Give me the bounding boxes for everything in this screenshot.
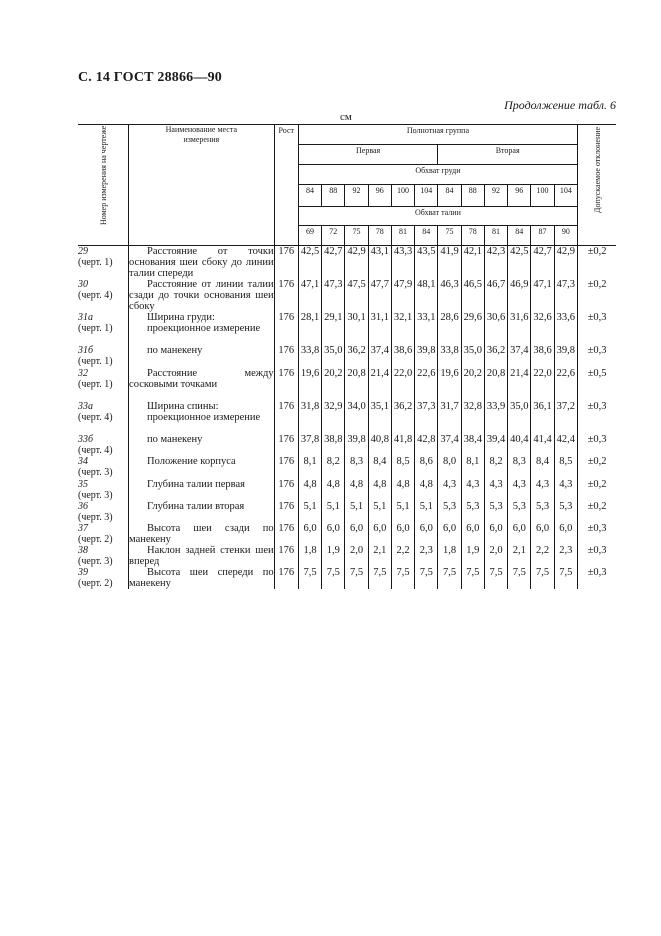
measurement-id: 30 [78,279,88,290]
measurement-id: 34 [78,456,88,467]
measurement-value: 47,3 [322,279,345,312]
measurement-value: 39,8 [554,345,577,368]
waist-girth-value: 78 [461,226,484,246]
measurement-name-line: Глубина талии вторая [147,501,245,512]
group-second-header: Вторая [438,145,578,165]
measurement-value: 32,9 [322,401,345,434]
measurement-name-line: Глубина талии первая [147,479,245,490]
measurement-value: 5,1 [368,501,391,523]
measurement-value: 1,9 [322,545,345,567]
rost-value: 176 [274,368,298,401]
measurement-value: 6,0 [298,523,321,545]
measurement-name-line: по манекену [147,345,203,356]
drawing-reference: (черт. 3) [78,512,113,523]
measurement-value: 8,3 [345,456,368,479]
measurement-id: 31б [78,345,94,356]
measurement-value: 28,1 [298,312,321,345]
table-row [78,345,616,368]
measurement-value: 47,3 [554,279,577,312]
measurement-value: 6,0 [322,523,345,545]
chest-girth-value: 88 [461,185,484,207]
measurement-value: 4,8 [415,479,438,501]
measurement-number [78,434,129,456]
rost-value: 176 [274,567,298,589]
measurement-value: 43,5 [415,246,438,280]
measurement-value: 21,4 [368,368,391,401]
measurement-value: 22,0 [531,368,554,401]
measurement-number [78,401,129,434]
measurement-value: 8,4 [531,456,554,479]
measurement-number [78,567,129,589]
chest-girth-value: 100 [531,185,554,207]
col-header-number: Номер измерения на чертеже [78,125,129,246]
measurement-value: 2,2 [391,545,414,567]
rost-value: 176 [274,345,298,368]
measurement-value: 42,4 [554,434,577,456]
measurement-value: 4,3 [438,479,461,501]
measurement-number [78,279,129,312]
measurement-value: 8,3 [508,456,531,479]
measurement-name [129,279,275,312]
measurement-id: 36 [78,501,88,512]
table-row [78,368,616,401]
measurement-name-line: Расстояние между сосковыми точками [129,368,274,390]
measurement-value: 7,5 [391,567,414,589]
chest-girth-value: 88 [322,185,345,207]
measurement-value: 46,5 [461,279,484,312]
measurement-value: 39,4 [484,434,507,456]
measurement-value: 6,0 [484,523,507,545]
measurement-value: 4,3 [531,479,554,501]
tolerance-value: ±0,2 [587,279,607,290]
measurement-value: 5,1 [298,501,321,523]
chest-girth-header: Обхват груди [298,165,577,185]
measurement-id: 29 [78,246,88,257]
table-row [78,456,616,479]
measurement-value: 47,7 [368,279,391,312]
tolerance-value: ±0,2 [587,456,607,467]
measurement-id: 39 [78,567,88,578]
measurement-value: 6,0 [345,523,368,545]
measurement-value: 4,3 [554,479,577,501]
measurement-value: 7,5 [554,567,577,589]
chest-girth-value: 96 [508,185,531,207]
measurement-value: 8,5 [554,456,577,479]
measurement-value: 28,6 [438,312,461,345]
rost-value: 176 [274,456,298,479]
measurement-value: 31,1 [368,312,391,345]
chest-girth-value: 92 [484,185,507,207]
measurement-value: 33,9 [484,401,507,434]
measurement-value: 42,7 [322,246,345,280]
measurement-value: 32,8 [461,401,484,434]
rost-value: 176 [274,246,298,280]
measurement-id: 33а [78,401,93,412]
measurement-value: 31,8 [298,401,321,434]
measurement-value: 42,5 [508,246,531,280]
waist-girth-header: Обхват талии [298,207,577,226]
measurement-value: 7,5 [438,567,461,589]
measurement-value: 6,0 [508,523,531,545]
measurement-value: 42,5 [298,246,321,280]
measurement-value: 39,8 [415,345,438,368]
measurement-value: 43,1 [368,246,391,280]
tolerance-value: ±0,3 [587,345,607,356]
measurement-value: 35,0 [322,345,345,368]
measurement-name [129,345,275,368]
table-row [78,567,616,589]
measurement-value: 6,0 [438,523,461,545]
rost-value: 176 [274,523,298,545]
measurement-value: 41,9 [438,246,461,280]
measurement-value: 32,1 [391,312,414,345]
measurement-name [129,479,275,501]
measurement-number [78,501,129,523]
measurement-name-line: проекционное измерение [147,323,261,334]
measurement-value: 7,5 [531,567,554,589]
measurement-name [129,401,275,434]
measurement-value: 36,2 [391,401,414,434]
measurement-value: 8,2 [322,456,345,479]
measurement-value: 47,1 [531,279,554,312]
measurement-value: 2,3 [415,545,438,567]
tolerance-value: ±0,3 [587,523,607,534]
measurement-value: 6,0 [554,523,577,545]
measurement-value: 2,1 [508,545,531,567]
measurement-value: 7,5 [298,567,321,589]
measurement-id: 37 [78,523,88,534]
measurement-value: 40,8 [368,434,391,456]
tolerance-value: ±0,3 [587,567,607,578]
measurement-value: 4,8 [345,479,368,501]
measurement-value: 8,6 [415,456,438,479]
waist-girth-value: 75 [345,226,368,246]
tolerance-value: ±0,2 [587,479,607,490]
measurement-value: 34,0 [345,401,368,434]
group-first-header: Первая [298,145,438,165]
rost-value: 176 [274,434,298,456]
measurement-value: 5,3 [438,501,461,523]
rost-value: 176 [274,279,298,312]
measurement-value: 2,2 [531,545,554,567]
chest-girth-value: 84 [438,185,461,207]
measurement-value: 5,3 [484,501,507,523]
measurement-value: 7,5 [508,567,531,589]
chest-girth-value: 96 [368,185,391,207]
waist-girth-value: 75 [438,226,461,246]
table-row [78,401,616,434]
table-row [78,246,616,280]
measurement-value: 1,8 [298,545,321,567]
measurement-value: 47,1 [298,279,321,312]
measurement-value: 48,1 [415,279,438,312]
measurement-value: 40,4 [508,434,531,456]
rost-value: 176 [274,545,298,567]
measurement-name-line: Высота шеи спереди по манекену [129,567,274,589]
measurement-value: 5,3 [554,501,577,523]
measurement-id: 33б [78,434,94,445]
measurement-name-line: Расстояние от точки основания шеи сбоку до линии талии спереди [129,246,274,279]
measurement-value: 22,0 [391,368,414,401]
measurement-value: 4,3 [484,479,507,501]
measurement-value: 37,4 [438,434,461,456]
measurement-value: 47,5 [345,279,368,312]
measurement-value: 4,8 [322,479,345,501]
measurement-value: 8,1 [461,456,484,479]
table-row [78,523,616,545]
measurement-value: 39,8 [345,434,368,456]
measurement-id: 31а [78,312,93,323]
measurement-value: 8,1 [298,456,321,479]
measurement-number [78,246,129,280]
chest-girth-value: 92 [345,185,368,207]
measurement-value: 42,3 [484,246,507,280]
measurement-value: 19,6 [438,368,461,401]
measurement-value: 5,1 [322,501,345,523]
chest-girth-value: 100 [391,185,414,207]
measurement-value: 20,2 [322,368,345,401]
measurement-value: 5,3 [461,501,484,523]
measurement-value: 20,8 [345,368,368,401]
measurement-value: 42,7 [531,246,554,280]
drawing-reference: (черт. 4) [78,445,113,456]
measurement-value: 1,9 [461,545,484,567]
measurements-table [78,124,616,589]
measurement-value: 6,0 [531,523,554,545]
measurement-id: 35 [78,479,88,490]
measurement-value: 35,1 [368,401,391,434]
drawing-reference: (черт. 1) [78,356,113,367]
measurement-name [129,501,275,523]
table-row [78,501,616,523]
measurement-value: 20,2 [461,368,484,401]
measurement-value: 33,8 [298,345,321,368]
measurement-name-line: Положение корпуса [147,456,236,467]
measurement-value: 7,5 [322,567,345,589]
measurement-value: 38,6 [531,345,554,368]
chest-girth-value: 84 [298,185,321,207]
chest-girth-value: 104 [415,185,438,207]
measurement-name [129,312,275,345]
measurement-value: 33,8 [438,345,461,368]
drawing-reference: (черт. 4) [78,290,113,301]
drawing-reference: (черт. 2) [78,534,113,545]
measurement-value: 5,1 [391,501,414,523]
measurement-value: 41,8 [391,434,414,456]
measurement-value: 4,8 [298,479,321,501]
measurement-number [78,456,129,479]
measurement-value: 7,5 [415,567,438,589]
measurement-value: 33,6 [554,312,577,345]
measurement-value: 35,0 [508,401,531,434]
measurement-value: 6,0 [368,523,391,545]
measurement-name [129,246,275,280]
measurement-value: 4,8 [368,479,391,501]
table-row [78,545,616,567]
measurement-value: 21,4 [508,368,531,401]
drawing-reference: (черт. 1) [78,323,113,334]
waist-girth-value: 81 [391,226,414,246]
table-row [78,434,616,456]
rost-value: 176 [274,501,298,523]
waist-girth-value: 81 [484,226,507,246]
measurement-value: 37,2 [554,401,577,434]
measurement-value: 31,7 [438,401,461,434]
measurement-value: 42,8 [415,434,438,456]
unit-label: см [340,111,352,123]
measurement-name-line: по манекену [147,434,203,445]
table-row [78,279,616,312]
measurement-value: 22,6 [554,368,577,401]
measurement-value: 4,8 [391,479,414,501]
measurement-value: 8,2 [484,456,507,479]
measurement-value: 42,9 [554,246,577,280]
measurement-value: 38,8 [322,434,345,456]
measurement-value: 29,1 [322,312,345,345]
measurement-number [78,368,129,401]
drawing-reference: (черт. 3) [78,556,113,567]
measurement-value: 36,2 [345,345,368,368]
measurement-value: 35,0 [461,345,484,368]
measurement-value: 43,3 [391,246,414,280]
rost-value: 176 [274,401,298,434]
rost-value: 176 [274,312,298,345]
tolerance-value: ±0,2 [587,501,607,512]
measurement-name-line: Расстояние от линии талии сзади до точки основания шеи сбоку [129,279,274,312]
col-header-tolerance: Допускаемое отклонение [578,125,616,246]
col-header-name: Наименование места измерения [129,125,275,246]
measurement-value: 38,6 [391,345,414,368]
measurement-name-line: Высота шеи сзади по манекену [129,523,274,545]
measurement-name-line: проекционное измерение [147,412,261,423]
measurement-number [78,545,129,567]
tolerance-value: ±0,3 [587,545,607,556]
rost-value: 176 [274,479,298,501]
tolerance-value: ±0,3 [587,434,607,445]
measurement-name [129,368,275,401]
measurement-value: 7,5 [345,567,368,589]
measurement-value: 5,3 [531,501,554,523]
drawing-reference: (черт. 4) [78,412,113,423]
measurement-number [78,523,129,545]
measurement-value: 4,3 [508,479,531,501]
tolerance-value: ±0,5 [587,368,607,379]
waist-girth-value: 87 [531,226,554,246]
measurement-value: 7,5 [461,567,484,589]
measurement-number [78,479,129,501]
measurement-value: 22,6 [415,368,438,401]
group-header: Полнотная группа [298,125,577,145]
tolerance-value: ±0,2 [587,246,607,257]
measurement-value: 37,4 [368,345,391,368]
waist-girth-value: 69 [298,226,321,246]
tolerance-value: ±0,3 [587,312,607,323]
measurement-name [129,456,275,479]
waist-girth-value: 84 [508,226,531,246]
measurement-value: 47,9 [391,279,414,312]
measurement-value: 46,9 [508,279,531,312]
measurement-value: 36,1 [531,401,554,434]
page-title: С. 14 ГОСТ 28866—90 [78,70,222,85]
measurement-value: 6,0 [461,523,484,545]
measurement-value: 30,1 [345,312,368,345]
measurement-value: 20,8 [484,368,507,401]
measurement-value: 6,0 [391,523,414,545]
waist-girth-value: 78 [368,226,391,246]
measurement-name [129,567,275,589]
measurement-name [129,523,275,545]
measurement-value: 36,2 [484,345,507,368]
chest-girth-value: 104 [554,185,577,207]
measurement-value: 42,1 [461,246,484,280]
waist-girth-value: 90 [554,226,577,246]
drawing-reference: (черт. 3) [78,490,113,501]
measurement-value: 19,6 [298,368,321,401]
measurement-value: 32,6 [531,312,554,345]
measurement-id: 38 [78,545,88,556]
measurement-value: 37,4 [508,345,531,368]
measurement-value: 38,4 [461,434,484,456]
measurement-value: 41,4 [531,434,554,456]
table-row [78,479,616,501]
drawing-reference: (черт. 3) [78,467,113,478]
measurement-value: 42,9 [345,246,368,280]
measurement-value: 1,8 [438,545,461,567]
measurement-number [78,345,129,368]
measurement-value: 7,5 [484,567,507,589]
measurement-value: 46,3 [438,279,461,312]
measurement-value: 4,3 [461,479,484,501]
measurement-number [78,312,129,345]
table-row [78,312,616,345]
measurement-id: 32 [78,368,88,379]
measurement-value: 5,1 [345,501,368,523]
measurement-name-line: Ширина груди: [147,312,215,323]
continuation-label: Продолжение табл. 6 [504,98,616,112]
measurement-value: 46,7 [484,279,507,312]
measurement-value: 33,1 [415,312,438,345]
measurement-value: 5,3 [508,501,531,523]
measurement-value: 2,0 [484,545,507,567]
drawing-reference: (черт. 1) [78,379,113,390]
measurement-value: 8,5 [391,456,414,479]
measurement-name-line: Наклон задней стенки шеи вперед [129,545,274,567]
measurement-value: 37,3 [415,401,438,434]
tolerance-value: ±0,3 [587,401,607,412]
measurement-value: 31,6 [508,312,531,345]
measurement-value: 37,8 [298,434,321,456]
measurement-value: 30,6 [484,312,507,345]
drawing-reference: (черт. 1) [78,257,113,268]
measurement-value: 2,0 [345,545,368,567]
drawing-reference: (черт. 2) [78,578,113,589]
measurement-value: 2,3 [554,545,577,567]
measurement-value: 29,6 [461,312,484,345]
measurement-value: 8,0 [438,456,461,479]
measurement-value: 2,1 [368,545,391,567]
waist-girth-value: 84 [415,226,438,246]
measurement-value: 7,5 [368,567,391,589]
measurement-name [129,545,275,567]
measurement-value: 8,4 [368,456,391,479]
col-header-rost: Рост [274,125,298,246]
measurement-value: 6,0 [415,523,438,545]
measurement-name-line: Ширина спины: [147,401,219,412]
measurement-name [129,434,275,456]
waist-girth-value: 72 [322,226,345,246]
measurement-value: 5,1 [415,501,438,523]
